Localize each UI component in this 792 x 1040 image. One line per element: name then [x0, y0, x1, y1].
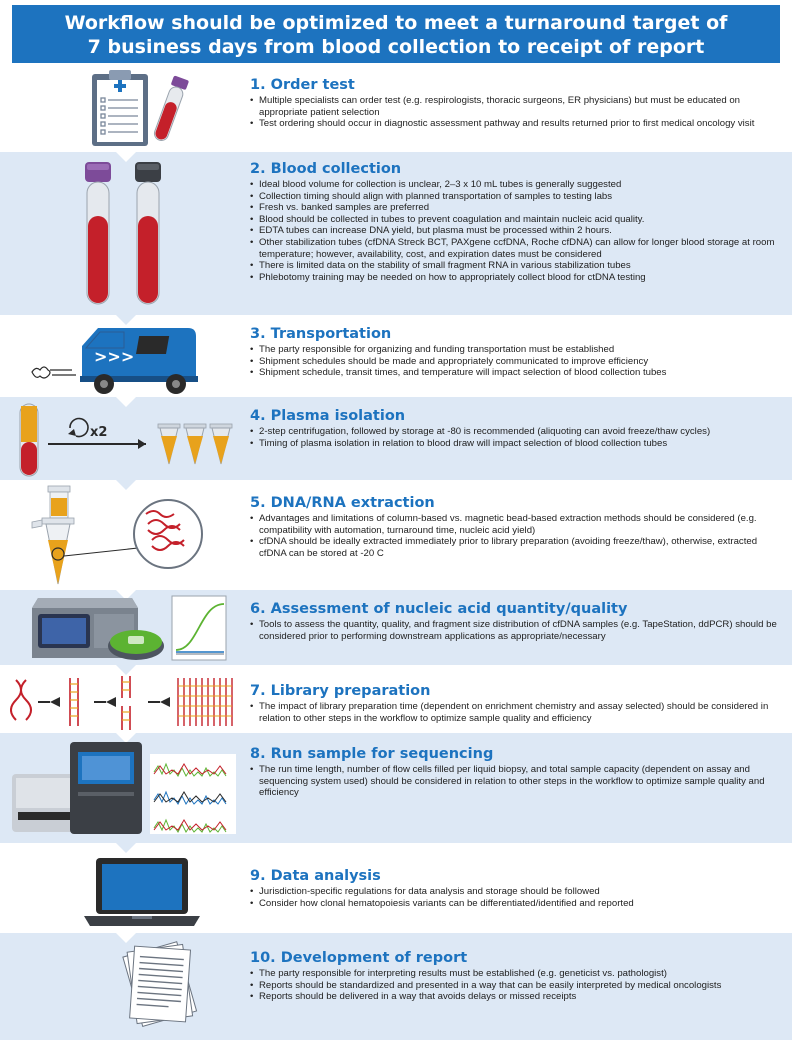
delivery-van-icon [28, 320, 228, 396]
library-prep-icon [10, 672, 240, 732]
header-line-1: Workflow should be optimized to meet a turnaround target of [64, 12, 728, 34]
step-3-bullet: • Shipment schedule, transit times, and temperature will impact selection of blood collection tubes [250, 367, 780, 379]
step-5-bullet: • Advantages and limitations of column-based vs. magnetic bead-based extraction methods should be considered (e.g. compatibility with automation, turnaround time, nucleic acid yield) [250, 513, 780, 536]
step-5-bullet: • cfDNA should be ideally extracted immediately prior to library preparation (avoiding freeze/thaw), otherwise, extracted cfDNA can be stored at -20 C [250, 536, 780, 559]
step-10-report [250, 950, 780, 1003]
step-1-bullet: • Multiple specialists can order test (e.g. respirologists, thoracic surgeons, ER physicians) but must be educated on appropriate patient selection [250, 95, 780, 118]
x2-label: x2 [90, 425, 108, 440]
notch-8 [116, 843, 136, 853]
step-2-bullet: • Collection timing should align with planned transportation of samples to testing labs [250, 191, 780, 203]
step-10-bullet: • Reports should be delivered in a way that avoids delays or missed receipts [250, 991, 780, 1003]
step-2-bullet: • Phlebotomy training may be needed on how to appropriately collect blood for ctDNA testing [250, 272, 780, 284]
step-9-data-analysis [250, 868, 780, 909]
step-2-bullet: • Other stabilization tubes (cfDNA Streck BCT, PAXgene ccfDNA, Roche cfDNA) can allow for longer blood storage at room temperature; however, availability, cost, and expiration dates must be considered [250, 237, 780, 260]
report-documents-icon [110, 940, 210, 1030]
qpcr-instrument-icon [28, 594, 228, 664]
header-line-2: 7 business days from blood collection to receipt of report [87, 36, 705, 58]
step-2-bullet: • There is limited data on the stability of small fragment RNA in various stabilization tubes [250, 260, 780, 272]
step-2-blood-collection [250, 161, 780, 283]
step-7-bullet: • The impact of library preparation time (dependent on enrichment chemistry and assay selected) should be considered in relation to other steps in the workflow to optimize sample quality and efficiency [250, 701, 780, 724]
svg-text:>>>: >>> [94, 347, 135, 366]
step-2-bullet: • Blood should be collected in tubes to prevent coagulation and maintain nucleic acid quality. [250, 214, 780, 226]
centrifuge-icon [18, 402, 238, 478]
step-2-bullet: • Fresh vs. banked samples are preferred [250, 202, 780, 214]
step-3-title: 3. Transportation [250, 326, 392, 342]
step-1-title: 1. Order test [250, 77, 355, 93]
step-8-sequencing [250, 746, 780, 799]
step-2-bullet: • Ideal blood volume for collection is unclear, 2–3 x 10 mL tubes is generally suggested [250, 179, 780, 191]
step-2-bullet: • EDTA tubes can increase DNA yield, but plasma must be processed within 2 hours. [250, 225, 780, 237]
step-7-title: 7. Library preparation [250, 683, 431, 699]
step-1-order-test [250, 77, 780, 130]
step-4-bullet: • Timing of plasma isolation in relation to blood draw will impact selection of blood collection tubes [250, 438, 780, 450]
step-8-title: 8. Run sample for sequencing [250, 746, 494, 762]
step-7-library-prep [250, 683, 780, 724]
step-3-bullet: • The party responsible for organizing and funding transportation must be established [250, 344, 780, 356]
step-2-title: 2. Blood collection [250, 161, 402, 177]
step-3-transportation [250, 326, 780, 379]
sequencer-icon [8, 738, 238, 842]
step-6-bullet: • Tools to assess the quantity, quality, and fragment size distribution of cfDNA samples (e.g. TapeStation, ddPCR) should be considered prior to performing downstream applications as appropriate/necessary [250, 619, 780, 642]
step-4-title: 4. Plasma isolation [250, 408, 406, 424]
step-5-title: 5. DNA/RNA extraction [250, 495, 435, 511]
step-10-bullet: • Reports should be standardized and presented in a way that can be easily interpreted by medical oncologists [250, 980, 780, 992]
step-9-bullet: • Jurisdiction-specific regulations for data analysis and storage should be followed [250, 886, 780, 898]
dna-extraction-icon [28, 484, 228, 588]
laptop-icon [82, 856, 202, 930]
step-8-bullet: • The run time length, number of flow cells filled per liquid biopsy, and total sample capacity (dependent on assay and sequencing system used) should be considered in relation to other steps in the workflow to optimize sample quality and efficiency [250, 764, 780, 799]
clipboard-icon [90, 68, 200, 150]
step-4-plasma-isolation [250, 408, 780, 449]
step-9-bullet: • Consider how clonal hematopoiesis variants can be differentiated/identified and reported [250, 898, 780, 910]
step-10-bullet: • The party responsible for interpreting results must be established (e.g. geneticist vs. pathologist) [250, 968, 780, 980]
step-9-title: 9. Data analysis [250, 868, 381, 884]
blood-tubes-icon [75, 160, 175, 310]
step-10-title: 10. Development of report [250, 950, 468, 966]
step-3-bullet: • Shipment schedules should be made and appropriately communicated to improve efficiency [250, 356, 780, 368]
step-4-bullet: • 2-step centrifugation, followed by storage at -80 is recommended (aliquoting can avoid freeze/thaw cycles) [250, 426, 780, 438]
step-6-title: 6. Assessment of nucleic acid quantity/quality [250, 601, 628, 617]
step-5-extraction [250, 495, 780, 559]
step-1-bullet: • Test ordering should occur in diagnostic assessment pathway and results returned prior to first medical oncology visit [250, 118, 780, 130]
step-6-assessment [250, 601, 780, 642]
page-header [12, 5, 780, 63]
